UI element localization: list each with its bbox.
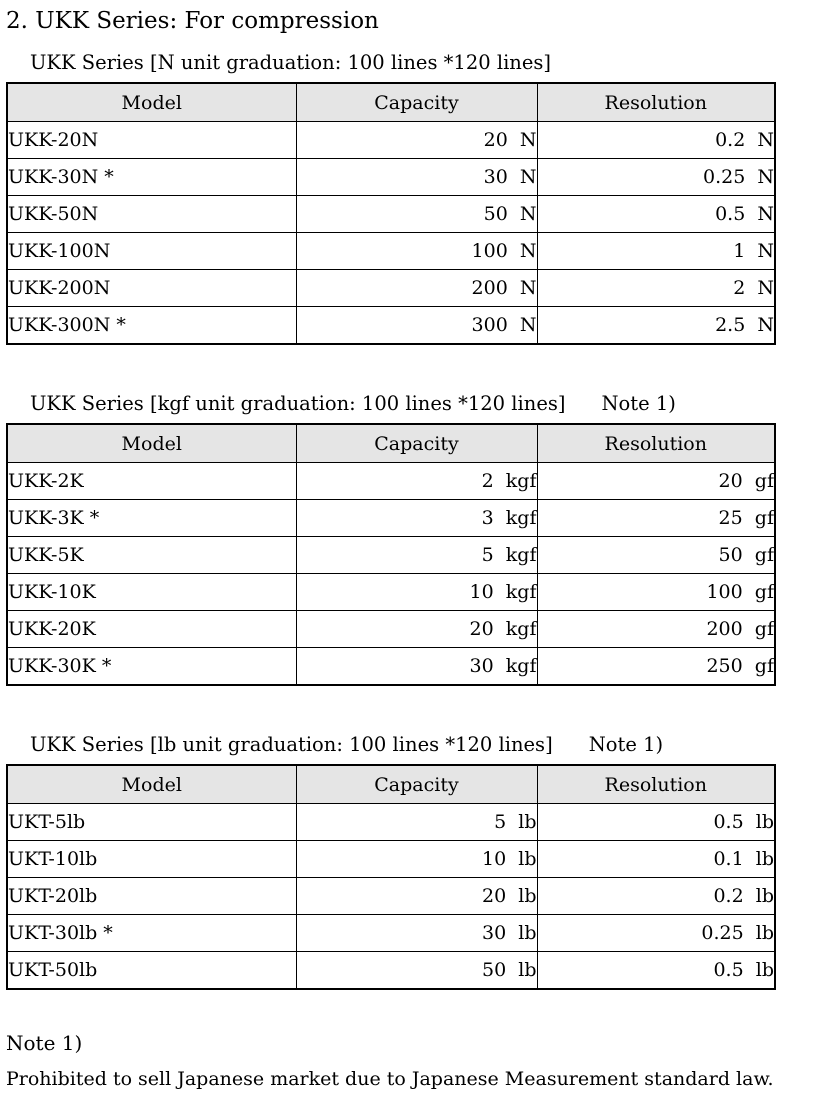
model-cell: UKT-10lb (7, 841, 296, 878)
table-row (7, 611, 775, 648)
header-row (7, 765, 775, 804)
capacity-cell: 20 kgf (296, 611, 537, 648)
model-cell: UKK-30N * (7, 159, 296, 196)
spec-table-lb-unit (6, 764, 776, 990)
model-cell: UKK-100N (7, 233, 296, 270)
resolution-cell: 0.2 lb (537, 878, 775, 915)
table-row (7, 648, 775, 686)
table-row (7, 500, 775, 537)
caption-text: UKK Series [lb unit graduation: 100 lines *120 lines] (30, 733, 553, 756)
spec-table-n-unit (6, 82, 776, 345)
model-cell: UKT-50lb (7, 952, 296, 990)
resolution-cell: 0.25 lb (537, 915, 775, 952)
header-row (7, 83, 775, 122)
resolution-cell: 50 gf (537, 537, 775, 574)
table-row (7, 537, 775, 574)
table-caption-lb-unit (30, 732, 813, 758)
page-title: 2. UKK Series: For compression (6, 8, 379, 34)
table-row (7, 574, 775, 611)
model-cell: UKK-50N (7, 196, 296, 233)
capacity-cell: 30 kgf (296, 648, 537, 686)
caption-text: UKK Series [kgf unit graduation: 100 lines *120 lines] (30, 392, 566, 415)
capacity-cell: 20 N (296, 122, 537, 159)
spacer (6, 36, 813, 50)
resolution-cell: 200 gf (537, 611, 775, 648)
table-row (7, 915, 775, 952)
capacity-cell: 300 N (296, 307, 537, 345)
capacity-cell: 5 lb (296, 804, 537, 841)
table-caption-n-unit (30, 50, 813, 76)
table-block-kgf-unit (6, 391, 813, 686)
table-row (7, 804, 775, 841)
model-cell: UKK-10K (7, 574, 296, 611)
column-header-model: Model (7, 765, 296, 804)
model-cell: UKK-5K (7, 537, 296, 574)
column-header-resolution: Resolution (537, 424, 775, 463)
model-cell: UKK-200N (7, 270, 296, 307)
column-header-capacity: Capacity (296, 83, 537, 122)
model-cell: UKK-20N (7, 122, 296, 159)
spec-table-kgf-unit (6, 423, 776, 686)
caption-note-ref: Note 1) (601, 392, 676, 415)
model-cell: UKT-5lb (7, 804, 296, 841)
table-row (7, 878, 775, 915)
spacer (6, 345, 813, 391)
model-cell: UKK-3K * (7, 500, 296, 537)
column-header-resolution: Resolution (537, 765, 775, 804)
table-row (7, 952, 775, 990)
table-block-n-unit (6, 50, 813, 345)
resolution-cell: 0.5 N (537, 196, 775, 233)
table-row (7, 196, 775, 233)
resolution-cell: 1 N (537, 233, 775, 270)
column-header-capacity: Capacity (296, 765, 537, 804)
resolution-cell: 0.2 N (537, 122, 775, 159)
footnote (6, 1030, 813, 1092)
model-cell: UKK-20K (7, 611, 296, 648)
resolution-cell: 25 gf (537, 500, 775, 537)
footnote-text: Prohibited to sell Japanese market due to Japanese Measurement standard law. (6, 1068, 774, 1090)
column-header-resolution: Resolution (537, 83, 775, 122)
table-row (7, 841, 775, 878)
resolution-cell: 2.5 N (537, 307, 775, 345)
resolution-cell: 2 N (537, 270, 775, 307)
column-header-model: Model (7, 424, 296, 463)
model-cell: UKT-20lb (7, 878, 296, 915)
table-row (7, 122, 775, 159)
capacity-cell: 5 kgf (296, 537, 537, 574)
resolution-cell: 0.1 lb (537, 841, 775, 878)
capacity-cell: 30 N (296, 159, 537, 196)
capacity-cell: 10 kgf (296, 574, 537, 611)
caption-text: UKK Series [N unit graduation: 100 lines *120 lines] (30, 51, 552, 74)
model-cell: UKK-300N * (7, 307, 296, 345)
table-block-lb-unit (6, 732, 813, 990)
capacity-cell: 2 kgf (296, 463, 537, 500)
table-caption-kgf-unit (30, 391, 813, 417)
resolution-cell: 0.25 N (537, 159, 775, 196)
resolution-cell: 20 gf (537, 463, 775, 500)
resolution-cell: 100 gf (537, 574, 775, 611)
resolution-cell: 250 gf (537, 648, 775, 686)
capacity-cell: 50 lb (296, 952, 537, 990)
capacity-cell: 20 lb (296, 878, 537, 915)
model-cell: UKK-2K (7, 463, 296, 500)
model-cell: UKT-30lb * (7, 915, 296, 952)
spacer (6, 686, 813, 732)
resolution-cell: 0.5 lb (537, 804, 775, 841)
table-row (7, 270, 775, 307)
capacity-cell: 200 N (296, 270, 537, 307)
resolution-cell: 0.5 lb (537, 952, 775, 990)
table-row (7, 233, 775, 270)
model-cell: UKK-30K * (7, 648, 296, 686)
capacity-cell: 100 N (296, 233, 537, 270)
capacity-cell: 10 lb (296, 841, 537, 878)
table-row (7, 307, 775, 345)
column-header-model: Model (7, 83, 296, 122)
footnote-label: Note 1) (6, 1031, 83, 1055)
capacity-cell: 3 kgf (296, 500, 537, 537)
caption-note-ref: Note 1) (588, 733, 664, 756)
capacity-cell: 50 N (296, 196, 537, 233)
table-row (7, 159, 775, 196)
table-row (7, 463, 775, 500)
capacity-cell: 30 lb (296, 915, 537, 952)
column-header-capacity: Capacity (296, 424, 537, 463)
header-row (7, 424, 775, 463)
